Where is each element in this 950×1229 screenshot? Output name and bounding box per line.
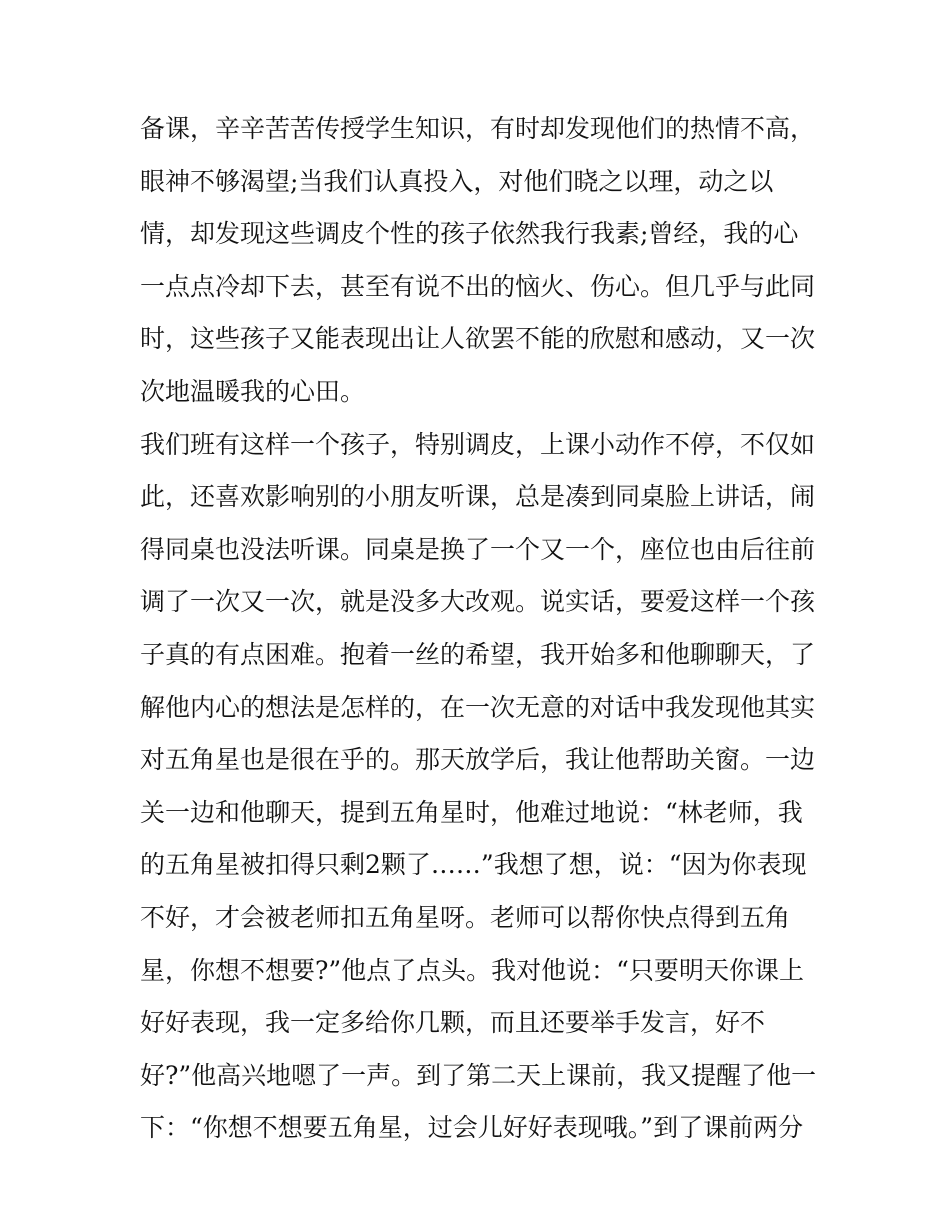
text-line: 情，却发现这些调皮个性的孩子依然我行我素;曾经，我的心 xyxy=(140,219,799,249)
text-line: 好好表现，我一定多给你几颗，而且还要举手发言，好不 xyxy=(140,1008,766,1038)
text-line: 次地温暖我的心田。 xyxy=(140,376,366,406)
text-line: 星，你想不想要?”他点了点头。我对他说：“只要明天你课上 xyxy=(140,955,804,985)
text-line: 调了一次又一次，就是没多大改观。说实话，要爱这样一个孩 xyxy=(140,587,816,617)
text-line: 时，这些孩子又能表现出让人欲罢不能的欣慰和感动，又一次 xyxy=(140,324,816,354)
text-line: 好?”他高兴地嗯了一声。到了第二天上课前，我又提醒了他一 xyxy=(140,1060,817,1090)
text-line: 下：“你想不想要五角星，过会儿好好表现哦。”到了课前两分 xyxy=(140,1113,804,1143)
text-line: 解他内心的想法是怎样的，在一次无意的对话中我发现他其实 xyxy=(140,692,816,722)
text-line: 我们班有这样一个孩子，特别调皮，上课小动作不停，不仅如 xyxy=(140,429,816,459)
body-text xyxy=(140,103,820,1155)
text-line: 子真的有点困难。抱着一丝的希望，我开始多和他聊聊天，了 xyxy=(140,639,816,669)
text-line: 不好，才会被老师扣五角星呀。老师可以帮你快点得到五角 xyxy=(140,902,791,932)
text-line: 眼神不够渴望;当我们认真投入，对他们晓之以理，动之以 xyxy=(140,166,774,196)
text-line: 对五角星也是很在乎的。那天放学后，我让他帮助关窗。一边 xyxy=(140,745,816,775)
text-line: 关一边和他聊天，提到五角星时，他难过地说：“林老师，我 xyxy=(140,797,803,827)
text-line: 备课，辛辛苦苦传授学生知识，有时却发现他们的热情不高， xyxy=(140,114,816,143)
text-line: 此，还喜欢影响别的小朋友听课，总是凑到同桌脸上讲话，闹 xyxy=(140,482,816,512)
text-line: 得同桌也没法听课。同桌是换了一个又一个，座位也由后往前 xyxy=(140,534,816,564)
text-line: 的五角星被扣得只剩2颗了……”我想了想，说：“因为你表现 xyxy=(140,850,807,880)
text-line: 一点点冷却下去，甚至有说不出的恼火、伤心。但几乎与此同 xyxy=(140,271,816,301)
